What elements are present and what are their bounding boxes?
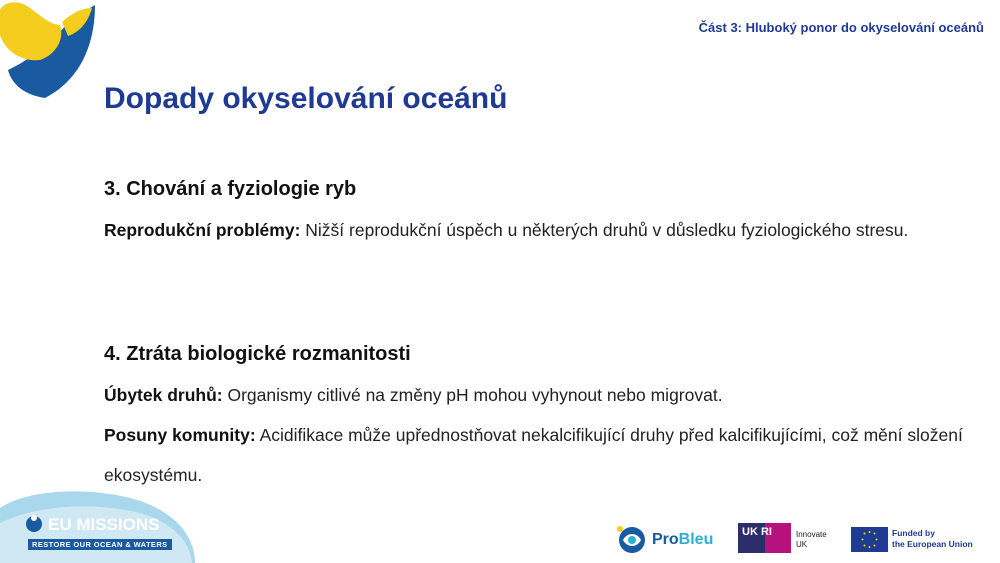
page-title: Dopady okyselování oceánů (104, 82, 508, 115)
paragraph-label: Úbytek druhů: (104, 385, 223, 405)
part-label: Část 3: Hluboký ponor do okyselování oceánů (698, 20, 984, 35)
section-heading-fish: 3. Chování a fyziologie ryb (104, 178, 357, 200)
eu-flag-icon (851, 527, 888, 552)
ukri-letters: UK RI (742, 526, 772, 538)
eu-missions-subtitle: RESTORE OUR OCEAN & WATERS (28, 539, 172, 550)
innovate-line1: Innovate (796, 530, 827, 539)
innovate-line2: UK (796, 540, 808, 549)
funded-by-eu-label (892, 528, 973, 550)
paragraph-species-loss (104, 375, 964, 415)
innovate-uk-label (796, 530, 827, 550)
ocean-logo-icon (0, 0, 100, 100)
probleu-bleu: Bleu (678, 531, 714, 548)
probleu-logo-icon (615, 524, 649, 556)
probleu-logo-text (652, 531, 713, 549)
paragraph-text: Acidifikace může upřednostňovat nekalcifikující druhy před kalcifikujícími, což mění složení ekosystému. (104, 425, 963, 485)
section-heading-biodiversity: 4. Ztráta biologické rozmanitosti (104, 343, 411, 365)
probleu-pro: Pro (652, 531, 679, 548)
funded-line1: Funded by (892, 528, 935, 538)
paragraph-community-shifts (104, 415, 964, 495)
paragraph-reproduction (104, 210, 964, 250)
funded-line2: the European Union (892, 539, 973, 549)
paragraph-text: Organismy citlivé na změny pH mohou vyhynout nebo migrovat. (222, 385, 723, 405)
paragraph-label: Reprodukční problémy: (104, 220, 301, 240)
paragraph-label: Posuny komunity: (104, 425, 256, 445)
eu-missions-title: EU MISSIONS (48, 515, 160, 534)
paragraph-text: Nižší reprodukční úspěch u některých druhů v důsledku fyziologického stresu. (300, 220, 909, 240)
